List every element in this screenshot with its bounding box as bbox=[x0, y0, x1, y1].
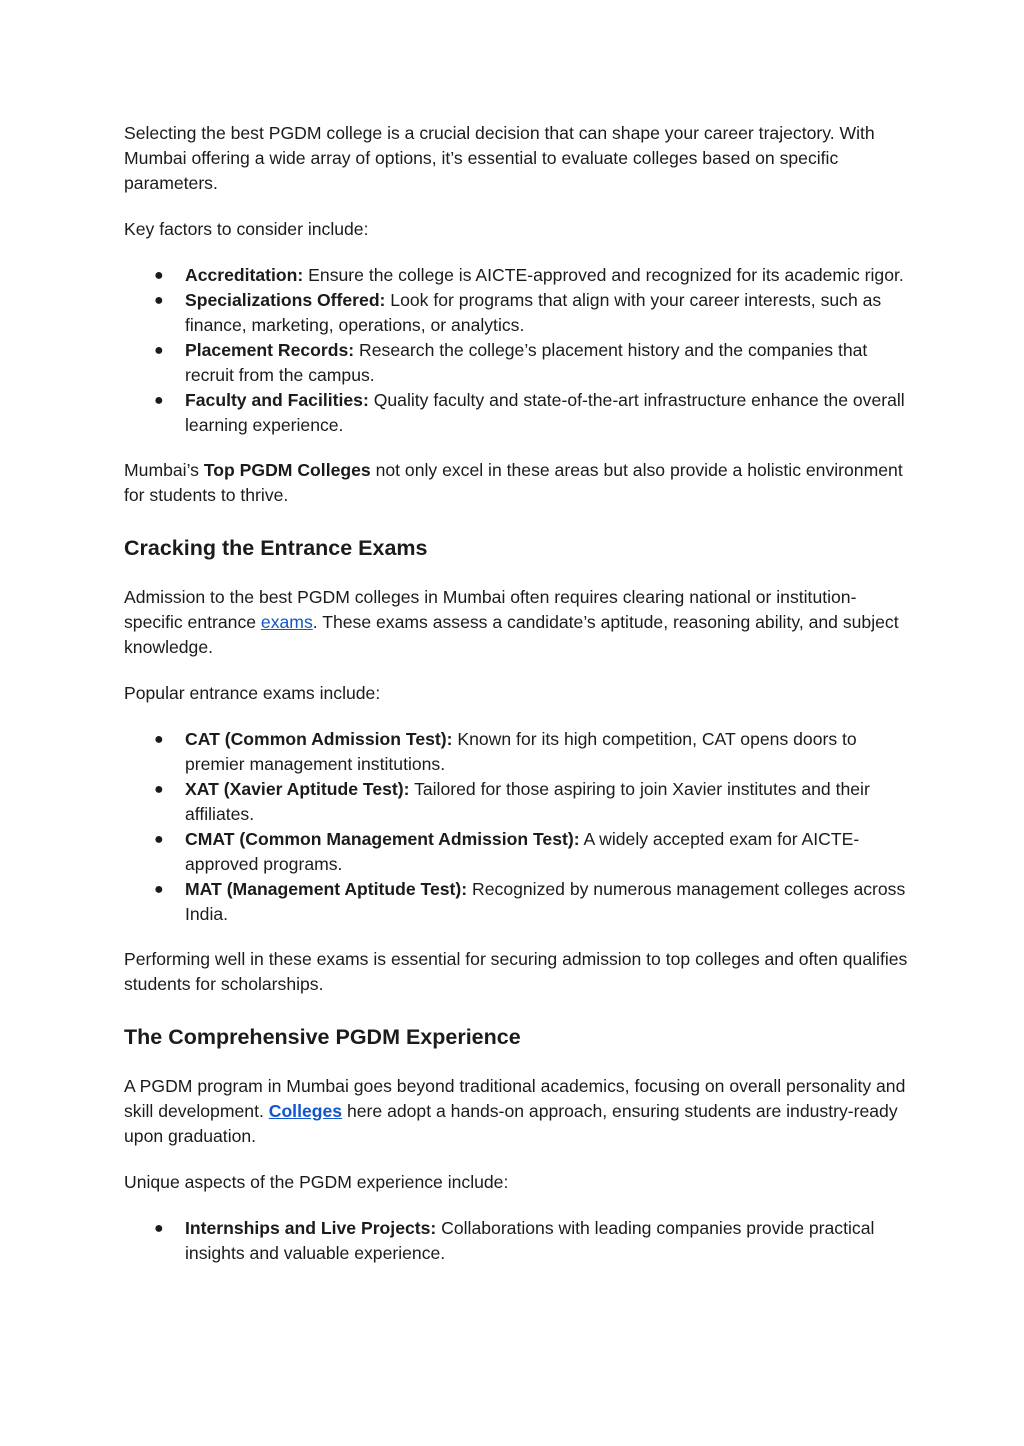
section-heading-entrance-exams: Cracking the Entrance Exams bbox=[124, 536, 428, 560]
bullet-icon: ● bbox=[154, 267, 164, 284]
list-item bbox=[124, 777, 914, 827]
bullet-icon: ● bbox=[154, 831, 164, 848]
list-item-term: MAT (Management Aptitude Test): bbox=[185, 879, 468, 899]
text-run: . These exams assess a candidate’s aptitude, reasoning ability, and subject knowledge. bbox=[124, 612, 899, 657]
list-item-term: Accreditation: bbox=[185, 265, 304, 285]
bullet-icon: ● bbox=[154, 731, 164, 748]
unique-aspects-lead: Unique aspects of the PGDM experience include: bbox=[124, 1172, 509, 1192]
list-item-text: Ensure the college is AICTE-approved and recognized for its academic rigor. bbox=[303, 265, 904, 285]
list-item bbox=[124, 1216, 914, 1266]
list-item-term: XAT (Xavier Aptitude Test): bbox=[185, 779, 410, 799]
bullet-icon: ● bbox=[154, 881, 164, 898]
program-paragraph bbox=[124, 1074, 914, 1149]
list-item-text: Recognized by numerous management colleges across India. bbox=[185, 879, 906, 924]
key-factors-list bbox=[124, 263, 914, 438]
list-item bbox=[124, 877, 914, 927]
text-run: Admission to the best PGDM colleges in Mumbai often requires clearing national or institution-specific entrance bbox=[124, 587, 857, 632]
bullet-icon: ● bbox=[154, 342, 164, 359]
list-item-term: CAT (Common Admission Test): bbox=[185, 729, 453, 749]
list-item bbox=[124, 827, 914, 877]
list-item bbox=[124, 288, 914, 338]
entrance-exams-list bbox=[124, 727, 914, 927]
list-item-text: Known for its high competition, CAT opens doors to premier management institutions. bbox=[185, 729, 857, 774]
exams-link[interactable]: exams bbox=[260, 612, 313, 632]
list-item bbox=[124, 388, 914, 438]
text-run: Mumbai’s bbox=[124, 460, 204, 480]
intro-paragraph: Selecting the best PGDM college is a crucial decision that can shape your career trajectory. With Mumbai offering a wide array of options, it’s essential to evaluate colleges based on specific parameters. bbox=[124, 123, 875, 193]
text-run: here adopt a hands-on approach, ensuring students are industry-ready upon graduation. bbox=[124, 1101, 898, 1146]
bullet-icon: ● bbox=[154, 392, 164, 409]
section-heading-pgdm-experience: The Comprehensive PGDM Experience bbox=[124, 1025, 521, 1049]
bullet-icon: ● bbox=[154, 781, 164, 798]
list-item-text: Collaborations with leading companies provide practical insights and valuable experience. bbox=[185, 1218, 875, 1263]
bullet-icon: ● bbox=[154, 1220, 164, 1237]
list-item-text: Quality faculty and state-of-the-art infrastructure enhance the overall learning experience. bbox=[185, 390, 905, 435]
list-item bbox=[124, 727, 914, 777]
list-item-term: Internships and Live Projects: bbox=[185, 1218, 437, 1238]
colleges-link[interactable]: Colleges bbox=[268, 1101, 343, 1121]
top-colleges-paragraph bbox=[124, 458, 914, 508]
popular-exams-lead: Popular entrance exams include: bbox=[124, 683, 381, 703]
key-factors-lead: Key factors to consider include: bbox=[124, 219, 369, 239]
text-run: A PGDM program in Mumbai goes beyond traditional academics, focusing on overall personality and skill development. bbox=[124, 1076, 906, 1121]
top-colleges-emphasis: Top PGDM Colleges bbox=[203, 460, 371, 480]
list-item-term: Placement Records: bbox=[185, 340, 355, 360]
document-page bbox=[124, 121, 914, 1286]
list-item-text: Look for programs that align with your career interests, such as finance, marketing, operations, or analytics. bbox=[185, 290, 882, 335]
performance-paragraph: Performing well in these exams is essential for securing admission to top colleges and often qualifies students for scholarships. bbox=[124, 949, 908, 994]
list-item-text: Research the college’s placement history and the companies that recruit from the campus. bbox=[185, 340, 868, 385]
list-item-text: A widely accepted exam for AICTE-approved programs. bbox=[185, 829, 860, 874]
list-item bbox=[124, 263, 914, 288]
list-item-term: Specializations Offered: bbox=[185, 290, 386, 310]
admission-paragraph bbox=[124, 585, 914, 660]
text-run: not only excel in these areas but also provide a holistic environment for students to thrive. bbox=[124, 460, 903, 505]
list-item-term: Faculty and Facilities: bbox=[185, 390, 369, 410]
list-item bbox=[124, 338, 914, 388]
bullet-icon: ● bbox=[154, 292, 164, 309]
list-item-term: CMAT (Common Management Admission Test): bbox=[185, 829, 580, 849]
unique-aspects-list bbox=[124, 1216, 914, 1266]
list-item-text: Tailored for those aspiring to join Xavier institutes and their affiliates. bbox=[185, 779, 870, 824]
